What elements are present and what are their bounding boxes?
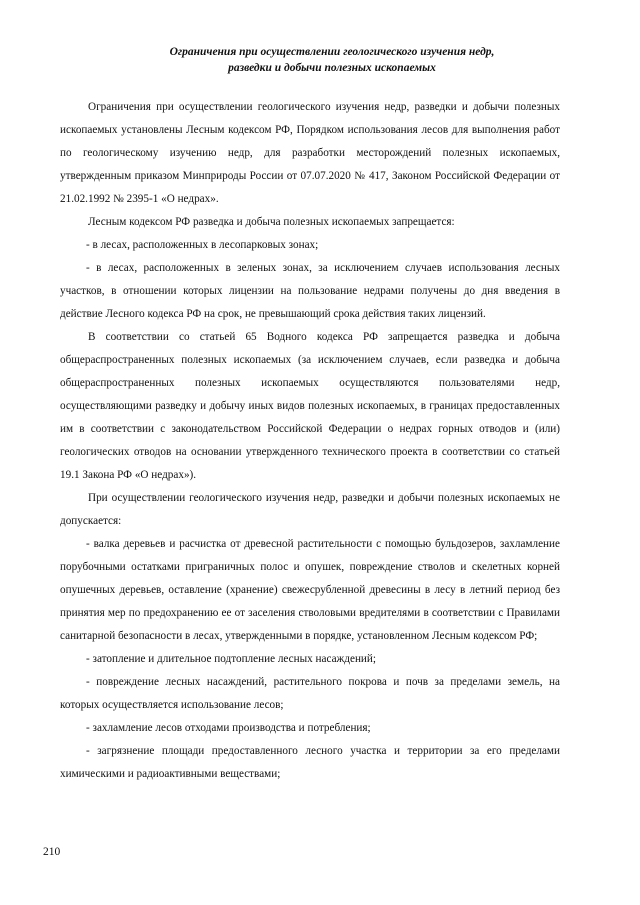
list-item: - валка деревьев и расчистка от древесной растительности с помощью бульдозеров, захламление порубочными остатками приграничных полос и опушек, повреждение стволов и скелетных корней опушечных деревьев, оставление (хранение) свежесрубленной древесины в лесу в летний период без принятия мер по предохранению ее от заселения стволовыми вредителями в соответствии с Правилами санитарной безопасности в лесах, утвержденными в порядке, установленном Лесным кодексом РФ;: [60, 538, 560, 642]
list-item: - загрязнение площади предоставленного лесного участка и территории за его пределами химическими и радиоактивными веществами;: [60, 745, 560, 780]
list-item: - в лесах, расположенных в зеленых зонах, за исключением случаев использования лесных участков, в отношении которых лицензии на пользование недрами получены до дня введения в действие Лесного кодекса РФ на срок, не превышающий срока действия таких лицензий.: [60, 262, 560, 320]
list-item: - повреждение лесных насаждений, растительного покрова и почв за пределами земель, на которых осуществляется использование лесов;: [60, 676, 560, 711]
paragraph-water-code: В соответствии со статьей 65 Водного кодекса РФ запрещается разведка и добыча общераспространенных полезных ископаемых (за исключением случаев, если разведка и добыча общераспространенных полезных ископаемых осуществляются пользователями недр, осуществляющими разведку и добычу иных видов полезных ископаемых, в границах предоставленных им в соответствии с законодательством Российской Федерации о недрах горных отводов и (или) геологических отводов на основании утвержденного технического проекта в соответствии со статьей 19.1 Закона РФ «О недрах»).: [60, 331, 560, 481]
list-item: - затопление и длительное подтопление лесных насаждений;: [86, 653, 377, 665]
paragraph-prohibitions: При осуществлении геологического изучения недр, разведки и добычи полезных ископаемых не допускается:: [60, 492, 560, 527]
document-body: [60, 96, 560, 786]
page-title: [60, 44, 604, 76]
paragraph-intro: Ограничения при осуществлении геологического изучения недр, разведки и добычи полезных ископаемых установлены Лесным кодексом РФ, Порядком использования лесов для выполнения работ по геологическому изучению недр, для разработки месторождений полезных ископаемых, утвержденным приказом Минприроды России от 07.07.2020 № 417, Законом Российской Федерации от 21.02.1992 № 2395-1 «О недрах».: [60, 101, 560, 205]
paragraph-forest-code: Лесным кодексом РФ разведка и добыча полезных ископаемых запрещается:: [88, 216, 455, 228]
title-line-2: разведки и добычи полезных ископаемых: [228, 62, 436, 74]
title-line-1: Ограничения при осуществлении геологического изучения недр,: [169, 46, 495, 58]
list-item: - захламление лесов отходами производства и потребления;: [86, 722, 371, 734]
list-item: - в лесах, расположенных в лесопарковых зонах;: [86, 239, 319, 251]
page-number: 210: [43, 846, 61, 858]
